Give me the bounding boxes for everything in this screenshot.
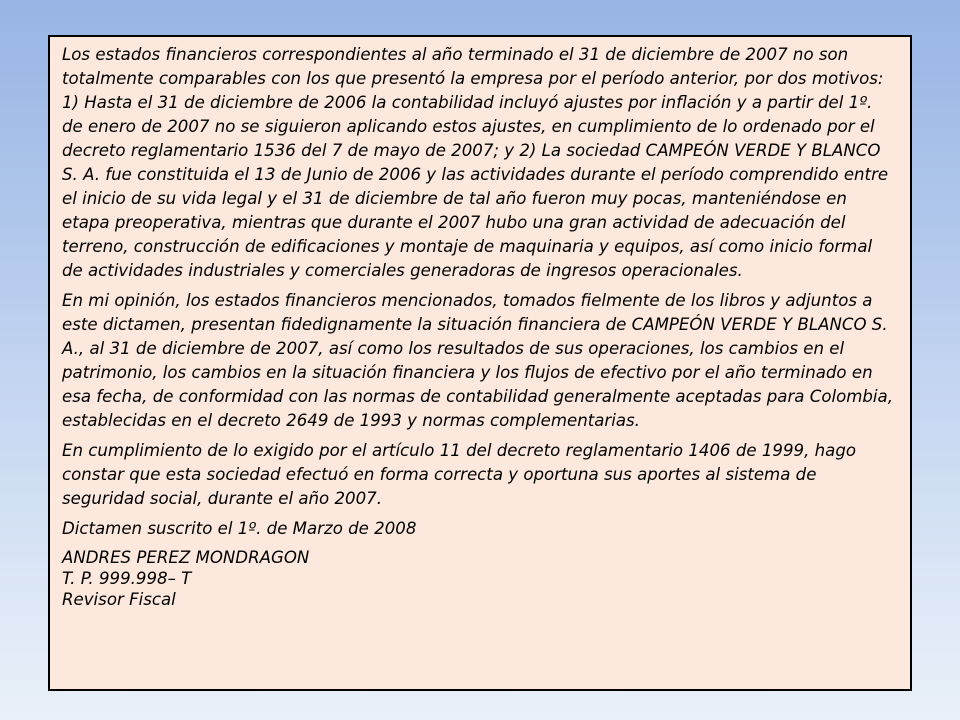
signature-block bbox=[62, 547, 898, 610]
paragraph-social-security: En cumplimiento de lo exigido por el artículo 11 del decreto reglamentario 1406 de 1999, hago constar que esta sociedad efectuó en forma correcta y oportuna sus aportes al sistema de seguridad social, durante el año 2007. bbox=[62, 441, 857, 508]
paragraph-comparability: Los estados financieros correspondientes al año terminado el 31 de diciembre de 2007 no son totalmente comparables con los que presentó la empresa por el período anterior, por dos motivos: 1) Hasta el 31 de diciembre de 2006 la contabilidad incluyó ajustes por inflación y a partir del 1º. de enero de 2007 no se siguieron aplicando estos ajustes, en cumplimiento de lo ordenado por el decreto reglamentario 1536 del 7 de mayo de 2007; y 2) La sociedad CAMPEÓN VERDE Y BLANCO S. A. fue constituida el 13 de Junio de 2006 y las actividades durante el período comprendido entre el inicio de su vida legal y el 31 de diciembre de tal año fueron muy pocas, manteniéndose en etapa preoperativa, mientras que durante el 2007 hubo una gran actividad de adecuación del terreno, construcción de edificaciones y montaje de maquinaria y equipos, así como inicio formal de actividades industriales y comerciales generadoras de ingresos operacionales. bbox=[62, 45, 889, 280]
document-text-box bbox=[48, 35, 912, 691]
signatory-name: ANDRES PEREZ MONDRAGON bbox=[62, 548, 310, 567]
paragraph-opinion: En mi opinión, los estados financieros mencionados, tomados fielmente de los libros y adjuntos a este dictamen, presentan fidedignamente la situación financiera de CAMPEÓN VERDE Y BLANCO S. A., al 31 de diciembre de 2007, así como los resultados de sus operaciones, los cambios en el patrimonio, los cambios en la situación financiera y los flujos de efectivo por el año terminado en esa fecha, de conformidad con las normas de contabilidad generalmente aceptadas para Colombia, establecidas en el decreto 2649 de 1993 y normas complementarias. bbox=[62, 291, 893, 430]
signatory-role: Revisor Fiscal bbox=[62, 590, 176, 609]
paragraph-signing-date: Dictamen suscrito el 1º. de Marzo de 2008 bbox=[62, 519, 417, 538]
professional-license: T. P. 999.998– T bbox=[62, 569, 192, 588]
